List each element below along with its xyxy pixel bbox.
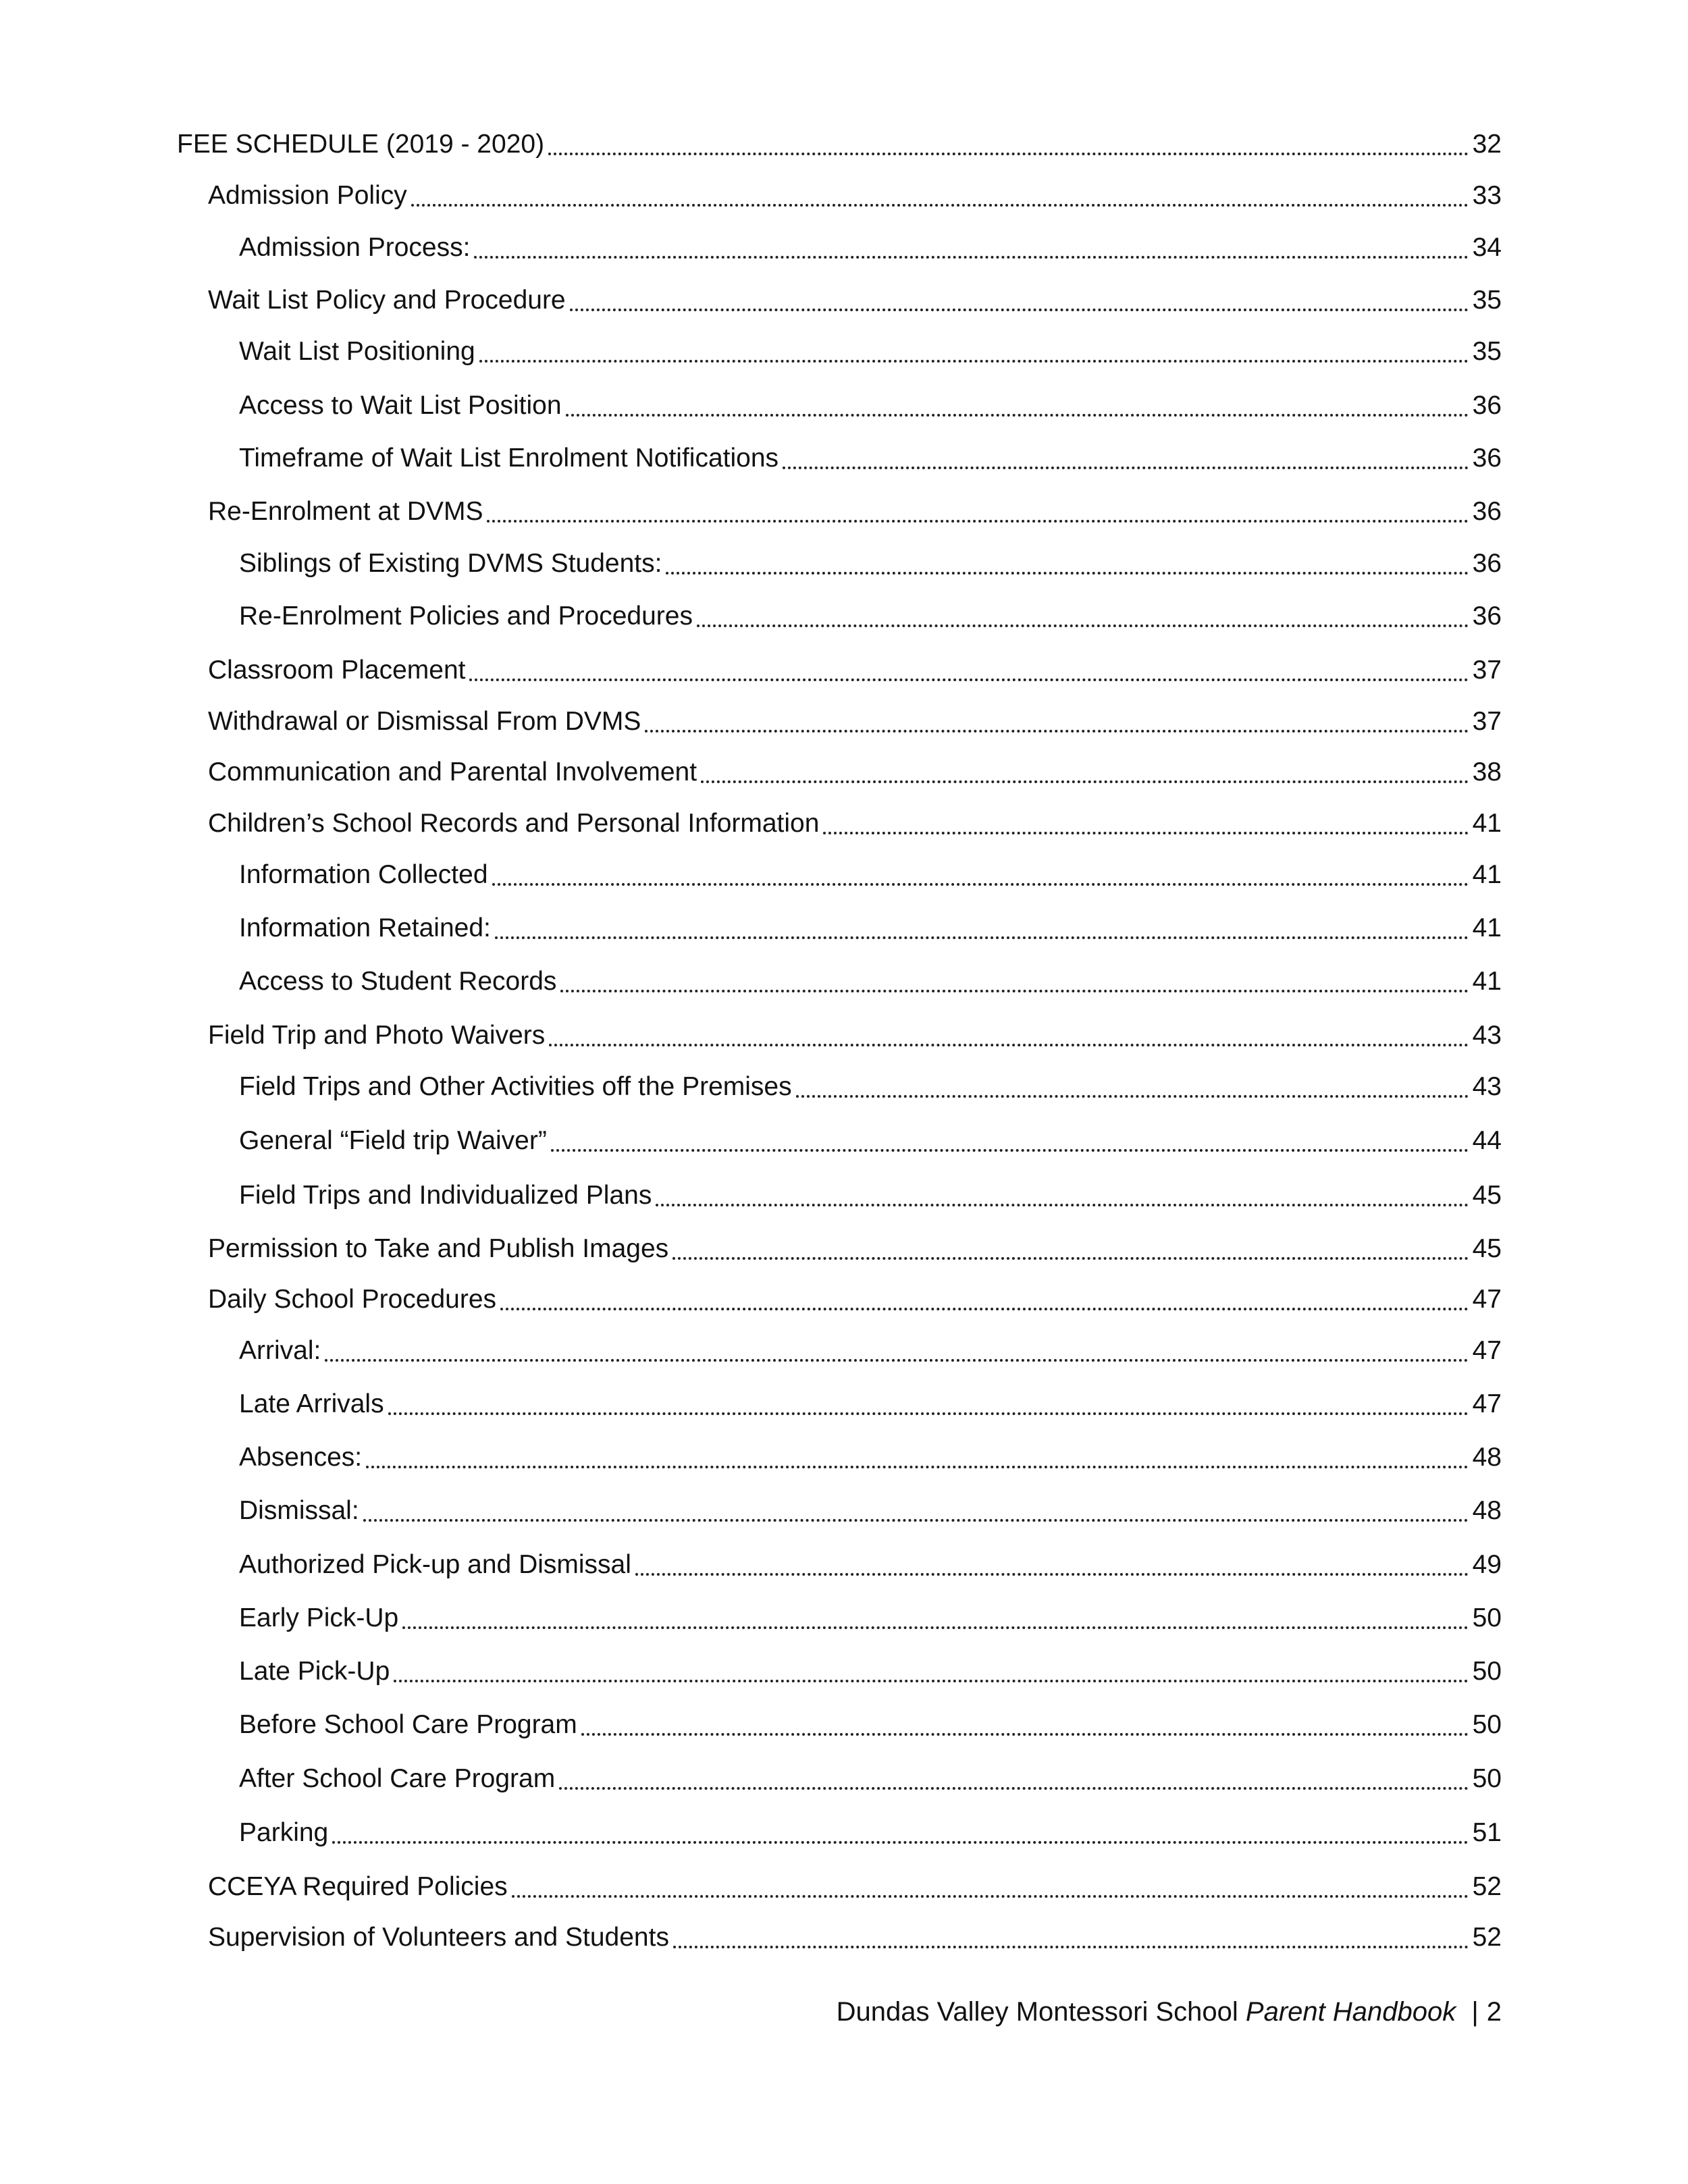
dot-leader: [474, 256, 1468, 259]
toc-entry-page-number: 37: [1472, 707, 1502, 736]
toc-entry-page-number: 41: [1472, 809, 1502, 838]
dot-leader: [469, 678, 1468, 681]
toc-entry-title: Permission to Take and Publish Images: [208, 1234, 669, 1263]
toc-entry[interactable]: [177, 331, 1502, 372]
toc-entry-page-number: 50: [1472, 1710, 1502, 1739]
dot-leader: [566, 414, 1469, 417]
toc-entry[interactable]: [177, 438, 1502, 479]
toc-entry-title: Re-Enrolment Policies and Procedures: [239, 602, 693, 631]
toc-entry[interactable]: [177, 1384, 1502, 1424]
toc-entry[interactable]: [177, 803, 1502, 844]
dot-leader: [366, 1466, 1469, 1468]
toc-entry-page-number: 50: [1472, 1764, 1502, 1793]
toc-entry-title: Absences:: [239, 1443, 363, 1472]
toc-entry-page-number: 47: [1472, 1336, 1502, 1365]
toc-entry[interactable]: [177, 1598, 1502, 1639]
toc-entry[interactable]: [177, 1867, 1502, 1907]
toc-entry-title: Field Trip and Photo Waivers: [208, 1021, 546, 1050]
dot-leader: [697, 624, 1469, 627]
toc-entry[interactable]: [177, 752, 1502, 793]
toc-entry-title: Timeframe of Wait List Enrolment Notifications: [239, 444, 779, 473]
dot-leader: [823, 832, 1468, 834]
toc-entry-title: Children’s School Records and Personal Information: [208, 809, 820, 838]
toc-entry[interactable]: [177, 1491, 1502, 1531]
dot-leader: [495, 936, 1469, 939]
toc-entry-title: Admission Process:: [239, 233, 471, 262]
toc-entry-page-number: 47: [1472, 1285, 1502, 1314]
toc-entry-page-number: 32: [1472, 130, 1502, 159]
dot-leader: [325, 1359, 1468, 1362]
toc-entry-page-number: 50: [1472, 1603, 1502, 1632]
toc-entry-title: Daily School Procedures: [208, 1285, 497, 1314]
toc-entry-title: Parking: [239, 1818, 329, 1847]
toc-entry-page-number: 34: [1472, 233, 1502, 262]
toc-entry[interactable]: [177, 543, 1502, 584]
dot-leader: [492, 883, 1469, 886]
toc-entry[interactable]: [177, 650, 1502, 691]
toc-entry[interactable]: [177, 1917, 1502, 1958]
dot-leader: [635, 1573, 1469, 1576]
toc-entry-page-number: 50: [1472, 1657, 1502, 1686]
toc-entry-page-number: 36: [1472, 549, 1502, 578]
footer-separator: |: [1471, 1997, 1479, 2027]
footer-document-title: Parent Handbook: [1245, 1997, 1456, 2027]
dot-leader: [559, 1787, 1468, 1790]
dot-leader: [570, 309, 1469, 311]
toc-entry-title: Access to Student Records: [239, 967, 557, 996]
toc-entry-page-number: 36: [1472, 391, 1502, 420]
toc-entry[interactable]: [177, 280, 1502, 321]
toc-entry[interactable]: [177, 1331, 1502, 1371]
toc-entry-page-number: 37: [1472, 656, 1502, 685]
toc-entry[interactable]: [177, 1545, 1502, 1585]
toc-entry[interactable]: [177, 491, 1502, 532]
dot-leader: [673, 1946, 1469, 1948]
dot-leader: [332, 1841, 1468, 1844]
toc-entry-page-number: 33: [1472, 181, 1502, 210]
toc-entry[interactable]: [177, 385, 1502, 426]
dot-leader: [548, 153, 1469, 155]
toc-entry-page-number: 36: [1472, 497, 1502, 526]
toc-entry-page-number: 38: [1472, 757, 1502, 787]
toc-entry-title: Information Collected: [239, 860, 488, 889]
toc-entry-title: Late Arrivals: [239, 1389, 384, 1418]
toc-entry[interactable]: [177, 1651, 1502, 1692]
toc-entry-title: CCEYA Required Policies: [208, 1872, 508, 1901]
toc-entry[interactable]: [177, 1067, 1502, 1107]
toc-entry[interactable]: [177, 855, 1502, 895]
toc-entry-page-number: 36: [1472, 602, 1502, 631]
toc-entry-title: Communication and Parental Involvement: [208, 757, 697, 787]
toc-entry[interactable]: [177, 908, 1502, 949]
toc-entry-title: Authorized Pick-up and Dismissal: [239, 1550, 631, 1579]
toc-entry-title: Siblings of Existing DVMS Students:: [239, 549, 662, 578]
dot-leader: [500, 1308, 1469, 1310]
dot-leader: [672, 1257, 1468, 1260]
toc-entry-page-number: 51: [1472, 1818, 1502, 1847]
toc-entry[interactable]: [177, 1229, 1502, 1269]
dot-leader: [581, 1733, 1469, 1736]
toc-entry-page-number: 48: [1472, 1496, 1502, 1525]
toc-entry-page-number: 52: [1472, 1923, 1502, 1952]
dot-leader: [645, 730, 1468, 733]
toc-entry-title: Admission Policy: [208, 181, 407, 210]
toc-entry[interactable]: [177, 1705, 1502, 1745]
toc-entry-title: Dismissal:: [239, 1496, 359, 1525]
toc-entry-title: Information Retained:: [239, 913, 491, 942]
toc-entry[interactable]: [177, 1437, 1502, 1478]
toc-entry-page-number: 47: [1472, 1389, 1502, 1418]
toc-entry-title: FEE SCHEDULE (2019 - 2020): [177, 130, 545, 159]
dot-leader: [363, 1519, 1469, 1522]
toc-entry[interactable]: [177, 1759, 1502, 1799]
toc-entry[interactable]: [177, 176, 1502, 216]
dot-leader: [656, 1204, 1468, 1206]
dot-leader: [512, 1895, 1469, 1898]
toc-entry-title: Arrival:: [239, 1336, 321, 1365]
toc-entry-title: Field Trips and Individualized Plans: [239, 1181, 652, 1210]
toc-entry[interactable]: [177, 1279, 1502, 1320]
toc-entry-page-number: 41: [1472, 967, 1502, 996]
dot-leader: [394, 1680, 1468, 1682]
toc-entry[interactable]: [177, 1175, 1502, 1216]
toc-entry-title: Re-Enrolment at DVMS: [208, 497, 483, 526]
toc-entry-page-number: 49: [1472, 1550, 1502, 1579]
toc-entry[interactable]: [177, 1121, 1502, 1161]
toc-entry-page-number: 35: [1472, 286, 1502, 315]
toc-entry-page-number: 45: [1472, 1234, 1502, 1263]
toc-entry-title: After School Care Program: [239, 1764, 556, 1793]
footer-page-number: 2: [1486, 1997, 1502, 2027]
dot-leader: [560, 990, 1468, 992]
toc-entry-title: Before School Care Program: [239, 1710, 577, 1739]
toc-entry-title: Wait List Policy and Procedure: [208, 286, 566, 315]
toc-entry-page-number: 43: [1472, 1021, 1502, 1050]
dot-leader: [388, 1412, 1469, 1415]
dot-leader: [549, 1044, 1468, 1046]
toc-entry-title: Withdrawal or Dismissal From DVMS: [208, 707, 641, 736]
toc-entry-page-number: 44: [1472, 1126, 1502, 1155]
toc-entry-title: Supervision of Volunteers and Students: [208, 1923, 669, 1952]
toc-entry-page-number: 48: [1472, 1443, 1502, 1472]
dot-leader: [796, 1095, 1469, 1098]
footer-school-name: Dundas Valley Montessori School: [836, 1997, 1238, 2027]
dot-leader: [479, 360, 1469, 363]
toc-entry-page-number: 52: [1472, 1872, 1502, 1901]
toc-entry-page-number: 41: [1472, 913, 1502, 942]
toc-entry[interactable]: [177, 596, 1502, 637]
page-footer: [837, 1993, 1502, 2031]
toc-entry-title: Wait List Positioning: [239, 337, 475, 366]
dot-leader: [666, 572, 1468, 575]
toc-entry-page-number: 45: [1472, 1181, 1502, 1210]
toc-entry-page-number: 43: [1472, 1072, 1502, 1101]
dot-leader: [783, 467, 1469, 469]
toc-entry-page-number: 41: [1472, 860, 1502, 889]
toc-entry-title: General “Field trip Waiver”: [239, 1126, 547, 1155]
toc-entry[interactable]: [177, 228, 1502, 268]
toc-entry[interactable]: [177, 1015, 1502, 1056]
toc-entry[interactable]: [177, 961, 1502, 1002]
dot-leader: [487, 520, 1468, 523]
toc-entry[interactable]: [177, 1813, 1502, 1853]
toc-entry-title: Field Trips and Other Activities off the Premises: [239, 1072, 792, 1101]
toc-entry[interactable]: [177, 124, 1502, 165]
toc-entry-title: Access to Wait List Position: [239, 391, 562, 420]
toc-entry[interactable]: [177, 701, 1502, 742]
dot-leader: [411, 204, 1469, 207]
dot-leader: [402, 1626, 1468, 1629]
toc-entry-title: Classroom Placement: [208, 656, 466, 685]
toc-entry-page-number: 35: [1472, 337, 1502, 366]
toc-entry-page-number: 36: [1472, 444, 1502, 473]
dot-leader: [551, 1149, 1469, 1152]
toc-entry-title: Late Pick-Up: [239, 1657, 390, 1686]
toc-entry-title: Early Pick-Up: [239, 1603, 399, 1632]
dot-leader: [701, 780, 1469, 783]
